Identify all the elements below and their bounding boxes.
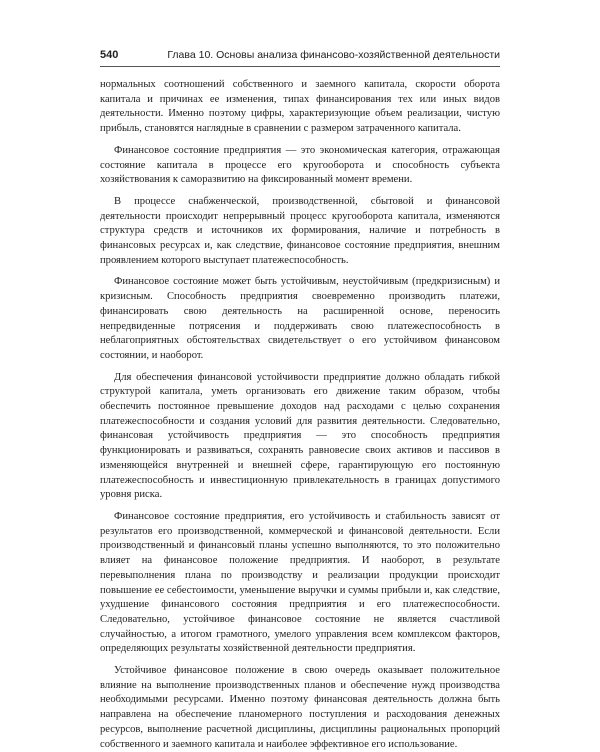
paragraph: Финансовое состояние может быть устойчивым, неустойчивым (предкризисным) и кризисным. Способность предприятия своевременно производить платежи, финансировать свою деятельность на расширенной основе, переносить непредвиденные потрясения и поддерживать свою платежеспособность в неблагоприятных обстоятельствах свидетельствует о его устойчивом финансовом состоянии, и наоборот.: [100, 276, 500, 361]
page-header: [100, 49, 500, 61]
paragraph: Для обеспечения финансовой устойчивости предприятие должно обладать гибкой структурой капитала, уметь организовать его движение таким образом, чтобы обеспечить постоянное превышение доходов над расходами с целью сохранения платежеспособности и создания условий для развития деятельности. Следовательно, финансовая устойчивость предприятия — это способность предприятия функционировать и развиваться, сохранять равновесие своих активов и пассивов в изменяющейся внутренней и внешней сфере, гарантирующую его постоянную платежеспособность и инвестиционную привлекательность в границах допустимого уровня риска.: [100, 371, 500, 501]
body-text: [100, 78, 500, 752]
header-rule: [100, 66, 500, 67]
paragraph: Устойчивое финансовое положение в свою очередь оказывает положительное влияние на выполнение производственных планов и обеспечение нужд производства необходимыми ресурсами. Именно поэтому финансовая деятельность должна быть направлена на обеспечение планомерного поступления и расходования денежных ресурсов, выполнение расчетной дисциплины, дисциплины рациональных пропорций собственного и заемного капитала и наиболее эффективное его использование.: [100, 665, 500, 750]
paragraph: Финансовое состояние предприятия — это экономическая категория, отражающая состояние капитала в процессе его кругооборота и способность субъекта хозяйствования к саморазвитию на фиксированный момент времени.: [100, 144, 500, 186]
running-title: Глава 10. Основы анализа финансово-хозяйственной деятельности: [167, 49, 500, 61]
paragraph: нормальных соотношений собственного и заемного капитала, скорости оборота капитала и причинах ее изменения, типах финансирования тех или иных видов деятельности. Именно поэтому цифры, характеризующие объем реализации, чистую прибыль, становятся наглядные в сравнении с размером затраченного капитала.: [100, 79, 500, 135]
paragraph: Финансовое состояние предприятия, его устойчивость и стабильность зависят от результатов его производственной, коммерческой и финансовой деятельности. Если производственный и финансовый планы успешно выполняются, то это положительно влияет на финансовое положение предприятия. И наоборот, в результате перевыполнения плана по производству и реализации продукции происходит повышение ее себестоимости, уменьшение выручки и суммы прибыли и, как следствие, ухудшение финансового состояния предприятия и его платежеспособности. Следовательно, устойчивое финансовое состояние не является счастливой случайностью, а итогом грамотного, умелого управления всем комплексом факторов, определяющих результаты хозяйственной деятельности предприятия.: [100, 510, 500, 655]
page-number: 540: [100, 49, 119, 61]
paragraph: В процессе снабженческой, производственной, сбытовой и финансовой деятельности происходит непрерывный процесс кругооборота капитала, изменяются структура средств и источников их формирования, наличие и потребность в финансовых ресурсах и, как следствие, финансовое состояние предприятия, внешним проявлением которого выступает платежеспособность.: [100, 195, 500, 266]
